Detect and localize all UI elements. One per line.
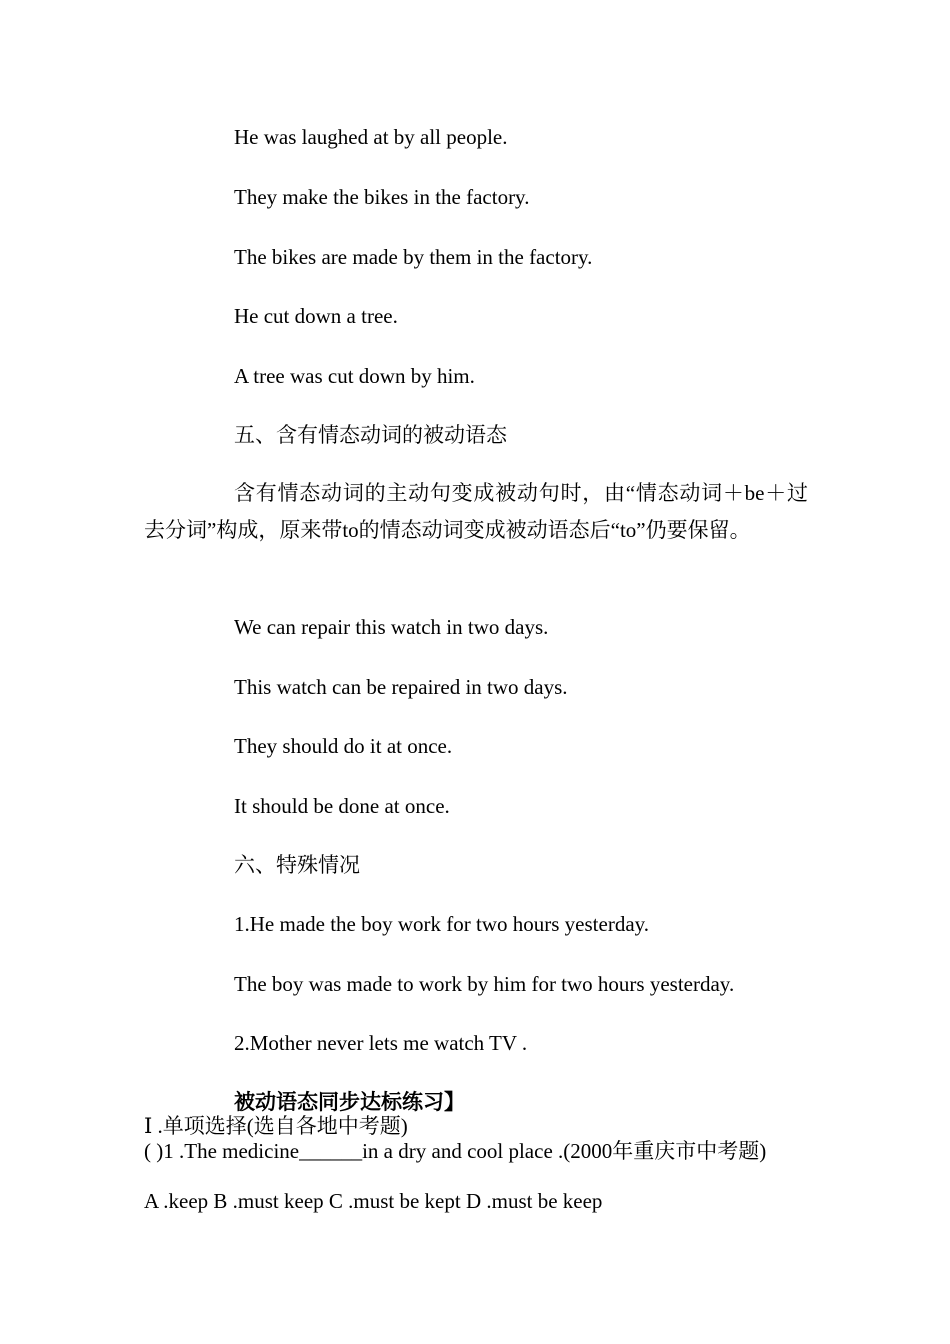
example-sentence: They should do it at once. <box>234 734 453 758</box>
section-paragraph: 含有情态动词的主动句变成被动句时，由“情态动词＋be＋过去分词”构成，原来带to的情态动词变成被动语态后“to”仍要保留。 <box>144 481 808 542</box>
section-heading: 六、特殊情况 <box>234 853 360 877</box>
example-sentence: We can repair this watch in two days. <box>234 615 549 639</box>
example-sentence: He cut down a tree. <box>234 304 398 328</box>
section-heading: 五、含有情态动词的被动语态 <box>234 423 507 447</box>
example-sentence: The boy was made to work by him for two hours yesterday. <box>234 972 735 996</box>
example-sentence: They make the bikes in the factory. <box>234 185 530 209</box>
example-sentence: 2.Mother never lets me watch TV . <box>234 1031 528 1055</box>
example-sentence: This watch can be repaired in two days. <box>234 675 568 699</box>
exercise-title: 被动语态同步达标练习】 <box>234 1090 465 1114</box>
exercise-part-heading: Ⅰ .单项选择(选自各地中考题) <box>144 1114 408 1138</box>
example-sentence: It should be done at once. <box>234 794 450 818</box>
question-stem: ( )1 .The medicine______in a dry and cool place .(2000年重庆市中考题) <box>144 1139 767 1163</box>
question-options: A .keep B .must keep C .must be kept D .must be keep <box>144 1189 603 1213</box>
example-sentence: 1.He made the boy work for two hours yesterday. <box>234 912 650 936</box>
example-sentence: He was laughed at by all people. <box>234 125 508 149</box>
example-sentence: A tree was cut down by him. <box>234 364 475 388</box>
example-sentence: The bikes are made by them in the factory. <box>234 245 593 269</box>
